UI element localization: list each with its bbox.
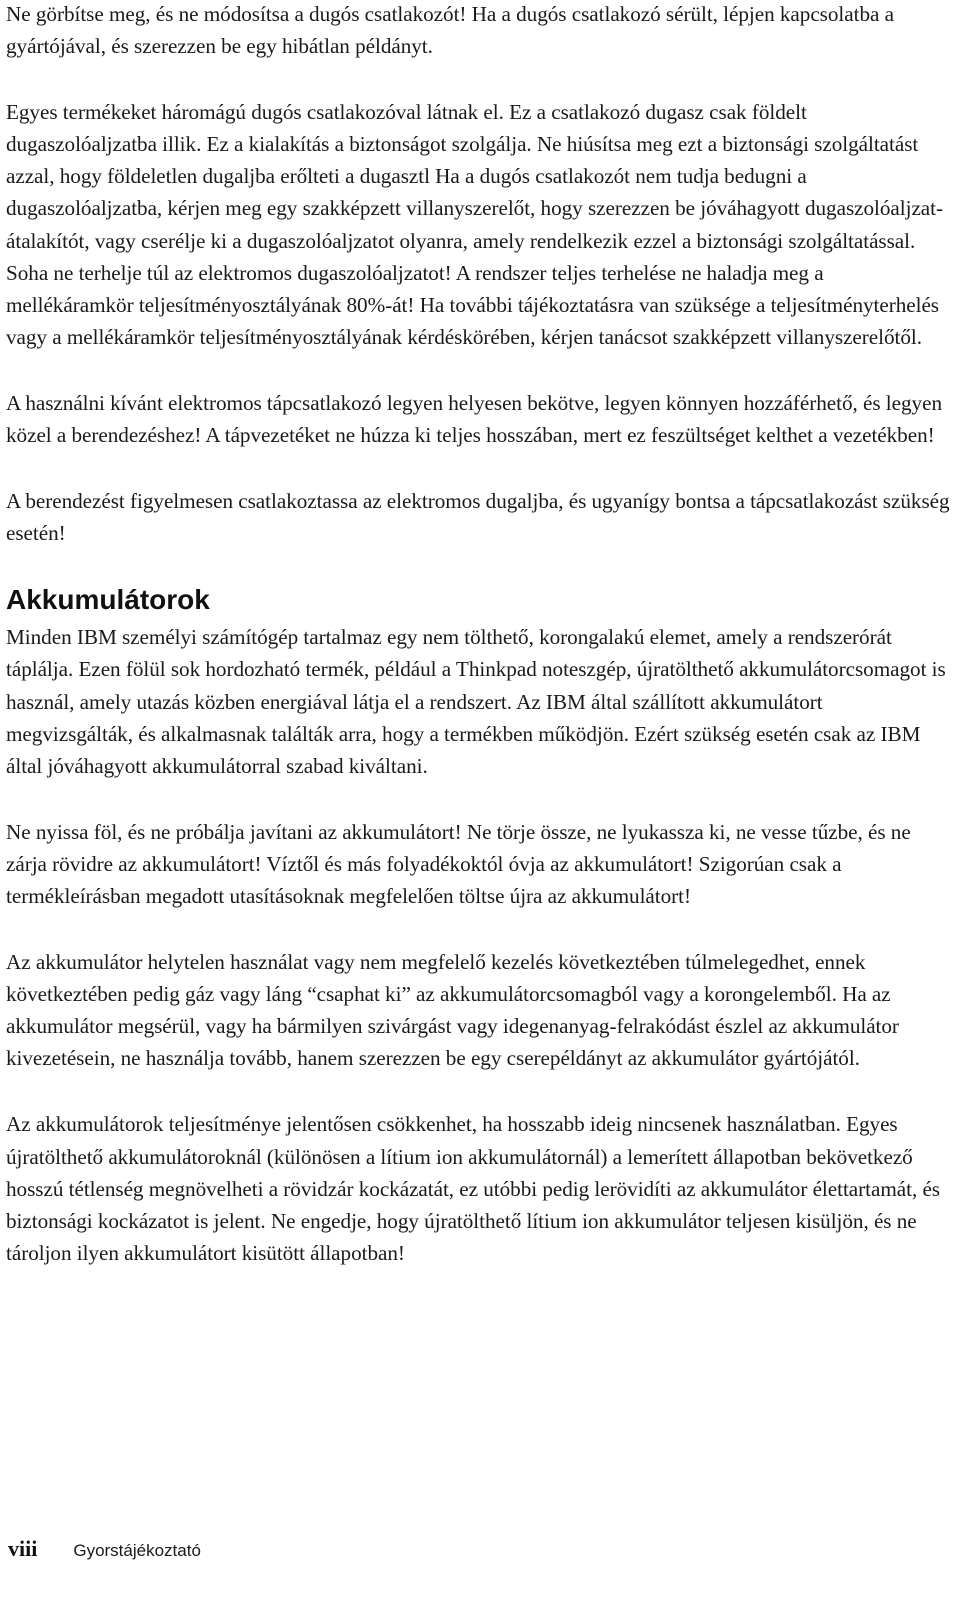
paragraph-outlet-wiring: A használni kívánt elektromos tápcsatlakozó legyen helyesen bekötve, legyen könnyen hozzáférhető, és legyen közel a berendezéshez! A tápvezetéket ne húzza ki teljes hosszában, mert ez feszültséget kelthet a vezetékben! <box>6 390 942 448</box>
page-number: viii <box>8 1536 38 1561</box>
paragraph-battery-misuse: Az akkumulátor helytelen használat vagy nem megfelelő kezelés következtében túlmelegedhet, ennek következtében pedig gáz vagy láng “csaphat ki” az akkumulátorcsomagból vagy a korongelemből. Ha az akkumulátor megsérül, vagy ha bármilyen szivárgást vagy idegenanyag-felrakódást észlel az akkumulátor kivezetésein, ne használja tovább, hanem szerezzen be egy cserepéldányt az akkumulátor gyártójától. <box>6 950 899 1071</box>
paragraph-battery-handling: Ne nyissa föl, és ne próbálja javítani az akkumulátort! Ne törje össze, ne lyukassza ki, ne vesse tűzbe, és ne zárja rövidre az akkumulátort! Víztől és más folyadékoktól óvja az akkumulátort! Szigorúan csak a termékleírásban megadott utasításoknak megfelelően töltse újra az akkumulátort! <box>6 819 911 908</box>
paragraph-connect-carefully: A berendezést figyelmesen csatlakoztassa az elektromos dugaljba, és ugyanígy bontsa a tápcsatlakozást szükség esetén! <box>6 489 950 546</box>
paragraph-spacer <box>6 62 952 96</box>
paragraph-plug-damage: Ne görbítse meg, és ne módosítsa a dugós csatlakozót! Ha a dugós csatlakozó sérült, lépjen kapcsolatba a gyártójával, és szerezzen be egy hibátlan példányt. <box>6 2 894 59</box>
paragraph-spacer <box>6 451 952 485</box>
document-body <box>6 0 952 1269</box>
section-heading-batteries: Akkumulátorok <box>6 584 210 616</box>
document-title: Gyorstájékoztató <box>73 1541 201 1560</box>
page-footer <box>8 1536 201 1576</box>
paragraph-spacer <box>6 782 952 816</box>
paragraph-battery-intro: Minden IBM személyi számítógép tartalmaz egy nem tölthető, korongalakú elemet, amely a rendszerórát táplálja. Ezen fölül sok hordozható termék, például a Thinkpad noteszgép, újratölthető akkumulátorcsomagot is használ, amely utazás közben energiával látja el a rendszert. Az IBM által szállított akkumulátort megvizsgálták, és alkalmasnak találták arra, hogy a termékben működjön. Ezért szükség esetén csak az IBM által jóváhagyott akkumulátorral szabad kiváltani. <box>6 625 946 778</box>
paragraph-battery-storage: Az akkumulátorok teljesítménye jelentősen csökkenhet, ha hosszabb ideig nincsenek használatban. Egyes újratölthető akkumulátoroknál (különösen a lítium ion akkumulátornál) a lemerített állapotban bekövetkező hosszú tétlenség megnövelheti a rövidzár kockázatát, ez utóbbi pedig lerövidíti az akkumulátor élettartamát, és biztonsági kockázatot is jelent. Ne engedje, hogy újratölthető lítium ion akkumulátor teljesen kisüljön, és ne tároljon ilyen akkumulátort kisütött állapotban! <box>6 1112 941 1265</box>
paragraph-spacer <box>6 353 952 387</box>
paragraph-three-prong-plug: Egyes termékeket háromágú dugós csatlakozóval látnak el. Ez a csatlakozó dugasz csak földelt dugaszolóaljzatba illik. Ez a kialakítás a biztonságot szolgálja. Ne hiúsítsa meg ezt a biztonsági szolgáltatást azzal, hogy földeletlen dugaljba erőlteti a dugasztl Ha a dugós csatlakozót nem tudja bedugni a dugaszolóaljzatba, kérjen meg egy szakképzett villanyszerelőt, hogy szerezzen be jóváhagyott dugaszolóaljzat-átalakítót, vagy cserélje ki a dugaszolóaljzatot olyanra, amely rendelkezik ezzel a biztonsági szolgáltatással. Soha ne terhelje túl az elektromos dugaszolóaljzatot! A rendszer teljes terhelése ne haladja meg a mellékáramkör teljesítményosztályának 80%-át! Ha további tájékoztatásra van szüksége a teljesítményterhelés vagy a mellékáramkör teljesítményosztályának kérdéskörében, kérjen tanácsot szakképzett villanyszerelőtől. <box>6 100 944 349</box>
paragraph-spacer <box>6 1074 952 1108</box>
paragraph-spacer <box>6 912 952 946</box>
